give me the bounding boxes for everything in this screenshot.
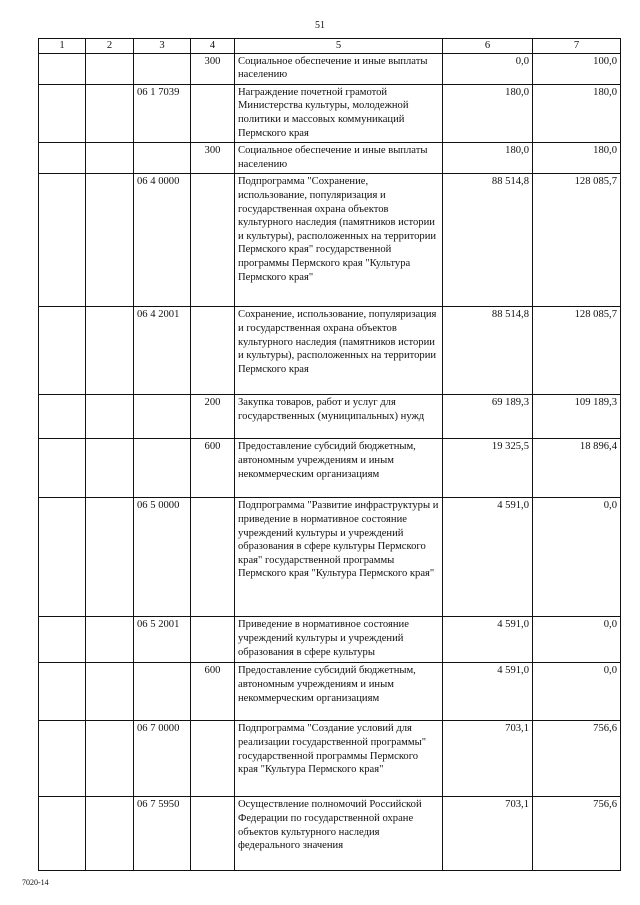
- code-cell: [134, 143, 191, 174]
- document-code: 7020-14: [22, 878, 49, 887]
- col1-cell: [39, 174, 86, 307]
- column-header: 2: [86, 39, 134, 54]
- value-col6-cell: 180,0: [443, 143, 533, 174]
- name-cell: Закупка товаров, работ и услуг для государственных (муниципальных) нужд: [235, 395, 443, 439]
- column-header: 3: [134, 39, 191, 54]
- value-col7-cell: 128 085,7: [533, 307, 621, 395]
- col2-cell: [86, 307, 134, 395]
- name-cell: Осуществление полномочий Российской Федерации по государственной охране объектов культурного наследия федерального значения: [235, 797, 443, 871]
- value-col6-cell: 88 514,8: [443, 307, 533, 395]
- table-row: [39, 617, 621, 663]
- type-cell: [191, 84, 235, 142]
- col2-cell: [86, 439, 134, 498]
- table-row: [39, 797, 621, 871]
- column-header: 5: [235, 39, 443, 54]
- type-cell: 300: [191, 53, 235, 84]
- name-cell: Предоставление субсидий бюджетным, автономным учреждениям и иным некоммерческим организациям: [235, 663, 443, 721]
- value-col6-cell: 4 591,0: [443, 617, 533, 663]
- value-col7-cell: 18 896,4: [533, 439, 621, 498]
- column-header: 4: [191, 39, 235, 54]
- value-col7-cell: 0,0: [533, 498, 621, 617]
- value-col7-cell: 0,0: [533, 617, 621, 663]
- table-row: [39, 498, 621, 617]
- type-cell: 200: [191, 395, 235, 439]
- code-cell: 06 7 0000: [134, 721, 191, 797]
- value-col6-cell: 703,1: [443, 797, 533, 871]
- value-col7-cell: 756,6: [533, 721, 621, 797]
- value-col7-cell: 756,6: [533, 797, 621, 871]
- col2-cell: [86, 498, 134, 617]
- col1-cell: [39, 498, 86, 617]
- code-cell: 06 1 7039: [134, 84, 191, 142]
- col2-cell: [86, 143, 134, 174]
- value-col6-cell: 69 189,3: [443, 395, 533, 439]
- value-col6-cell: 19 325,5: [443, 439, 533, 498]
- value-col6-cell: 4 591,0: [443, 498, 533, 617]
- type-cell: 300: [191, 143, 235, 174]
- col2-cell: [86, 174, 134, 307]
- col2-cell: [86, 53, 134, 84]
- name-cell: Предоставление субсидий бюджетным, автономным учреждениям и иным некоммерческим организациям: [235, 439, 443, 498]
- col1-cell: [39, 617, 86, 663]
- type-cell: 600: [191, 439, 235, 498]
- column-header: 1: [39, 39, 86, 54]
- code-cell: 06 4 0000: [134, 174, 191, 307]
- col2-cell: [86, 84, 134, 142]
- name-cell: Подпрограмма "Развитие инфраструктуры и приведение в нормативное состояние учреждений культуры и учреждений образования в сфере культуры Пермского края" государственной программы Пермского края "Культура Пермского края": [235, 498, 443, 617]
- value-col7-cell: 180,0: [533, 84, 621, 142]
- table-row: [39, 143, 621, 174]
- col1-cell: [39, 143, 86, 174]
- code-cell: [134, 53, 191, 84]
- code-cell: [134, 439, 191, 498]
- code-cell: 06 5 0000: [134, 498, 191, 617]
- name-cell: Награждение почетной грамотой Министерства культуры, молодежной политики и массовых коммуникаций Пермского края: [235, 84, 443, 142]
- col2-cell: [86, 395, 134, 439]
- table-row: [39, 663, 621, 721]
- name-cell: Сохранение, использование, популяризация и государственная охрана объектов культурного наследия (памятников истории и культуры), расположенных на территории Пермского края: [235, 307, 443, 395]
- table-row: [39, 721, 621, 797]
- table-row: [39, 53, 621, 84]
- value-col6-cell: 88 514,8: [443, 174, 533, 307]
- value-col7-cell: 128 085,7: [533, 174, 621, 307]
- col2-cell: [86, 617, 134, 663]
- col2-cell: [86, 721, 134, 797]
- col2-cell: [86, 797, 134, 871]
- code-cell: [134, 663, 191, 721]
- value-col6-cell: 0,0: [443, 53, 533, 84]
- col1-cell: [39, 797, 86, 871]
- type-cell: 600: [191, 663, 235, 721]
- type-cell: [191, 498, 235, 617]
- name-cell: Приведение в нормативное состояние учреждений культуры и учреждений образования в сфере культуры: [235, 617, 443, 663]
- value-col6-cell: 703,1: [443, 721, 533, 797]
- value-col7-cell: 0,0: [533, 663, 621, 721]
- table-row: [39, 439, 621, 498]
- code-cell: 06 5 2001: [134, 617, 191, 663]
- col2-cell: [86, 663, 134, 721]
- budget-table: [38, 38, 621, 871]
- value-col7-cell: 100,0: [533, 53, 621, 84]
- col1-cell: [39, 663, 86, 721]
- column-header: 6: [443, 39, 533, 54]
- column-header: 7: [533, 39, 621, 54]
- header-row: [39, 39, 621, 54]
- name-cell: Социальное обеспечение и иные выплаты населению: [235, 53, 443, 84]
- col1-cell: [39, 53, 86, 84]
- code-cell: [134, 395, 191, 439]
- value-col6-cell: 4 591,0: [443, 663, 533, 721]
- table-row: [39, 395, 621, 439]
- value-col7-cell: 180,0: [533, 143, 621, 174]
- table-row: [39, 174, 621, 307]
- col1-cell: [39, 439, 86, 498]
- code-cell: 06 7 5950: [134, 797, 191, 871]
- type-cell: [191, 617, 235, 663]
- table-row: [39, 84, 621, 142]
- col1-cell: [39, 721, 86, 797]
- code-cell: 06 4 2001: [134, 307, 191, 395]
- page-number: 51: [315, 20, 325, 31]
- col1-cell: [39, 307, 86, 395]
- value-col6-cell: 180,0: [443, 84, 533, 142]
- col1-cell: [39, 84, 86, 142]
- table-row: [39, 307, 621, 395]
- col1-cell: [39, 395, 86, 439]
- type-cell: [191, 721, 235, 797]
- type-cell: [191, 797, 235, 871]
- name-cell: Социальное обеспечение и иные выплаты населению: [235, 143, 443, 174]
- value-col7-cell: 109 189,3: [533, 395, 621, 439]
- name-cell: Подпрограмма "Сохранение, использование, популяризация и государственная охрана объектов культурного наследия (памятников истории и культуры), расположенных на территории Пермского края" государственной программы Пермского края "Культура Пермского края": [235, 174, 443, 307]
- name-cell: Подпрограмма "Создание условий для реализации государственной программы" государственной программы Пермского края "Культура Пермского края": [235, 721, 443, 797]
- type-cell: [191, 174, 235, 307]
- type-cell: [191, 307, 235, 395]
